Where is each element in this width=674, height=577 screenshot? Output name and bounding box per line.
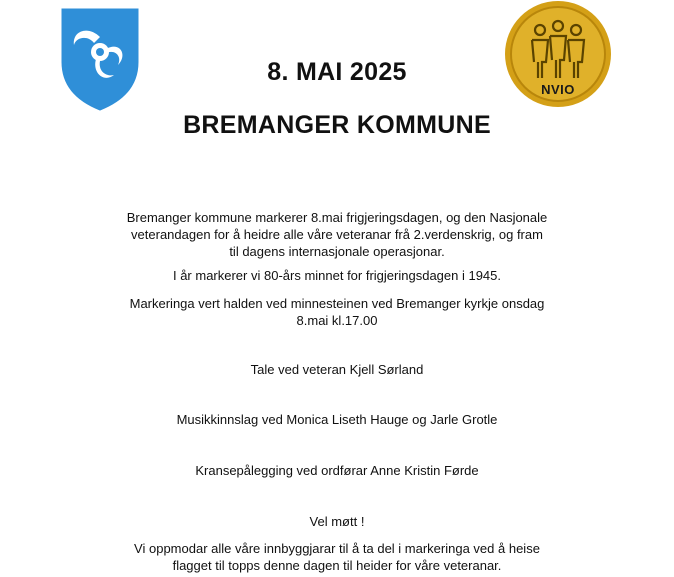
badge-label: NVIO: [541, 82, 575, 97]
intro-paragraph: [0, 209, 674, 260]
intro-line: veterandagen for å heidre alle våre veteranar frå 2.verdenskrig, og fram: [131, 227, 543, 242]
welcome-text: [0, 513, 674, 530]
program-music-text: Musikkinnslag ved Monica Liseth Hauge og Jarle Grotle: [176, 412, 498, 427]
location-line: Markeringa vert halden ved minnesteinen ved Bremanger kyrkje onsdag: [129, 296, 545, 311]
location-paragraph: [0, 295, 674, 329]
welcome-line: Vel møtt !: [309, 514, 365, 529]
program-speech-text: Tale ved veteran Kjell Sørland: [250, 362, 424, 377]
event-date-heading: 8. MAI 2025: [267, 58, 407, 86]
location-line: 8.mai kl.17.00: [296, 313, 378, 328]
appeal-line: Vi oppmodar alle våre innbyggjarar til å ta del i markeringa ved å heise: [134, 541, 540, 556]
anniversary-line: I år markerer vi 80-års minnet for frigjeringsdagen i 1945.: [172, 268, 502, 283]
nvio-badge: [502, 0, 614, 108]
anniversary-paragraph: [0, 267, 674, 284]
appeal-paragraph: [0, 540, 674, 574]
program-speech: [0, 361, 674, 378]
program-wreath: [0, 462, 674, 479]
program-wreath-text: Kransepålegging ved ordførar Anne Kristin Førde: [195, 463, 479, 478]
program-music: [0, 411, 674, 428]
appeal-line: flagget til topps denne dagen til heider for våre veteranar.: [172, 558, 502, 573]
intro-line: Bremanger kommune markerer 8.mai frigjeringsdagen, og den Nasjonale: [126, 210, 548, 225]
municipality-heading: BREMANGER KOMMUNE: [183, 111, 491, 139]
intro-line: til dagens internasjonale operasjonar.: [229, 244, 445, 259]
